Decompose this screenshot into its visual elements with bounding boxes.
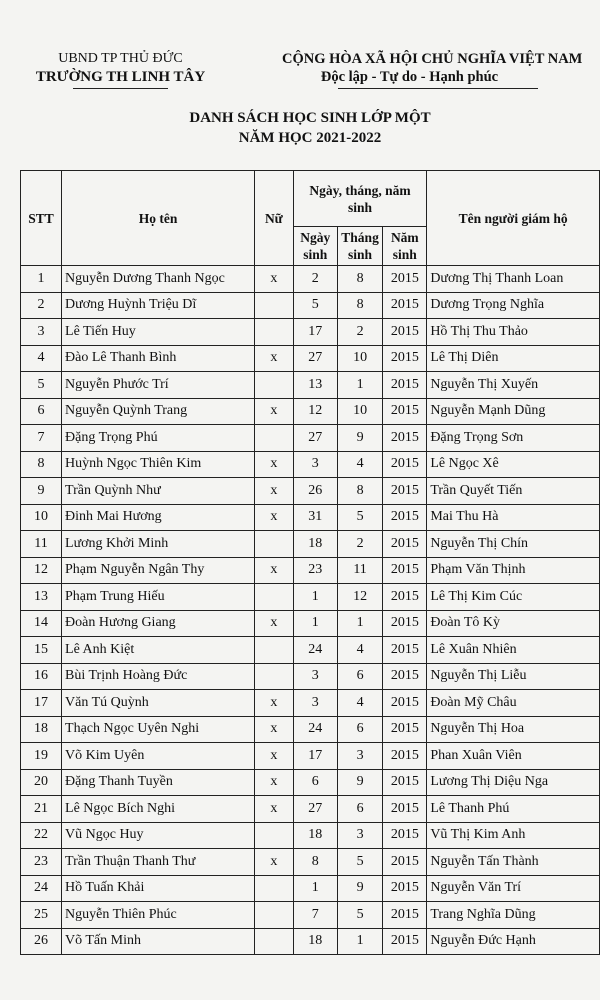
birth-day: 27	[293, 425, 337, 452]
guardian-name: Nguyễn Thị Liễu	[427, 663, 600, 690]
student-name: Văn Tú Quỳnh	[62, 690, 255, 717]
female-mark: x	[255, 398, 294, 425]
student-name: Thạch Ngọc Uyên Nghi	[62, 716, 255, 743]
national-header	[282, 50, 600, 89]
student-name: Nguyễn Phước Trí	[62, 372, 255, 399]
birth-year: 2015	[383, 345, 427, 372]
header-female: Nữ	[255, 171, 294, 266]
birth-year: 2015	[383, 849, 427, 876]
birth-day: 8	[293, 849, 337, 876]
school-name: TRƯỜNG TH LINH TÂY	[35, 69, 206, 85]
student-name: Đặng Thanh Tuyền	[62, 769, 255, 796]
issuer-block	[18, 50, 223, 89]
issuer-underline	[73, 88, 168, 89]
table-row	[21, 637, 600, 664]
birth-day: 1	[293, 875, 337, 902]
table-row	[21, 796, 600, 823]
birth-day: 18	[293, 822, 337, 849]
student-name: Phạm Nguyễn Ngân Thy	[62, 557, 255, 584]
row-number: 8	[21, 451, 62, 478]
row-number: 10	[21, 504, 62, 531]
row-number: 16	[21, 663, 62, 690]
birth-year: 2015	[383, 478, 427, 505]
female-mark: x	[255, 345, 294, 372]
guardian-name: Trần Quyết Tiến	[427, 478, 600, 505]
female-mark	[255, 292, 294, 319]
birth-year: 2015	[383, 319, 427, 346]
row-number: 21	[21, 796, 62, 823]
student-list-table	[20, 170, 600, 955]
student-name: Lê Ngọc Bích Nghi	[62, 796, 255, 823]
student-name: Lương Khởi Minh	[62, 531, 255, 558]
birth-year: 2015	[383, 902, 427, 929]
guardian-name: Vũ Thị Kim Anh	[427, 822, 600, 849]
birth-month: 1	[337, 372, 383, 399]
birth-day: 18	[293, 531, 337, 558]
birth-year: 2015	[383, 610, 427, 637]
birth-month: 1	[337, 610, 383, 637]
guardian-name: Lê Thị Kim Cúc	[427, 584, 600, 611]
row-number: 3	[21, 319, 62, 346]
table-row	[21, 531, 600, 558]
student-name: Đoàn Hương Giang	[62, 610, 255, 637]
birth-year: 2015	[383, 398, 427, 425]
birth-month: 4	[337, 637, 383, 664]
female-mark: x	[255, 478, 294, 505]
student-name: Huỳnh Ngọc Thiên Kim	[62, 451, 255, 478]
table-row	[21, 610, 600, 637]
birth-day: 3	[293, 663, 337, 690]
table-row	[21, 822, 600, 849]
header-name: Họ tên	[62, 171, 255, 266]
table-row	[21, 372, 600, 399]
birth-day: 27	[293, 345, 337, 372]
table-row	[21, 769, 600, 796]
header-stt: STT	[21, 171, 62, 266]
birth-year: 2015	[383, 822, 427, 849]
row-number: 6	[21, 398, 62, 425]
female-mark	[255, 663, 294, 690]
country-name: CỘNG HÒA XÃ HỘI CHỦ NGHĨA VIỆT NAM	[282, 51, 583, 67]
female-mark: x	[255, 557, 294, 584]
table-row	[21, 425, 600, 452]
birth-month: 5	[337, 849, 383, 876]
birth-month: 6	[337, 796, 383, 823]
guardian-name: Đoàn Mỹ Châu	[427, 690, 600, 717]
birth-month: 12	[337, 584, 383, 611]
row-number: 17	[21, 690, 62, 717]
guardian-name: Đặng Trọng Sơn	[427, 425, 600, 452]
row-number: 14	[21, 610, 62, 637]
row-number: 13	[21, 584, 62, 611]
guardian-name: Đoàn Tô Kỳ	[427, 610, 600, 637]
female-mark	[255, 531, 294, 558]
birth-day: 2	[293, 266, 337, 293]
student-name: Nguyễn Quỳnh Trang	[62, 398, 255, 425]
birth-month: 8	[337, 266, 383, 293]
birth-year: 2015	[383, 584, 427, 611]
table-row	[21, 584, 600, 611]
female-mark: x	[255, 743, 294, 770]
table-row	[21, 928, 600, 955]
birth-day: 7	[293, 902, 337, 929]
female-mark: x	[255, 610, 294, 637]
guardian-name: Nguyễn Văn Trí	[427, 875, 600, 902]
birth-month: 10	[337, 398, 383, 425]
student-name: Phạm Trung Hiếu	[62, 584, 255, 611]
guardian-name: Lê Thanh Phú	[427, 796, 600, 823]
birth-month: 9	[337, 425, 383, 452]
guardian-name: Lê Xuân Nhiên	[427, 637, 600, 664]
student-name: Đặng Trọng Phú	[62, 425, 255, 452]
birth-year: 2015	[383, 557, 427, 584]
row-number: 2	[21, 292, 62, 319]
birth-month: 11	[337, 557, 383, 584]
table-row	[21, 478, 600, 505]
female-mark: x	[255, 504, 294, 531]
birth-month: 2	[337, 319, 383, 346]
birth-day: 3	[293, 690, 337, 717]
birth-month: 1	[337, 928, 383, 955]
row-number: 19	[21, 743, 62, 770]
table-header	[21, 171, 600, 266]
table-row	[21, 319, 600, 346]
table-row	[21, 504, 600, 531]
student-name: Lê Anh Kiệt	[62, 637, 255, 664]
female-mark: x	[255, 266, 294, 293]
birth-day: 6	[293, 769, 337, 796]
table-row	[21, 663, 600, 690]
female-mark: x	[255, 796, 294, 823]
female-mark	[255, 319, 294, 346]
guardian-name: Phạm Văn Thịnh	[427, 557, 600, 584]
student-name: Võ Kim Uyên	[62, 743, 255, 770]
row-number: 18	[21, 716, 62, 743]
header-guardian: Tên người giám hộ	[427, 171, 600, 266]
birth-day: 31	[293, 504, 337, 531]
birth-day: 23	[293, 557, 337, 584]
guardian-name: Mai Thu Hà	[427, 504, 600, 531]
guardian-name: Nguyễn Mạnh Dũng	[427, 398, 600, 425]
birth-month: 4	[337, 690, 383, 717]
row-number: 26	[21, 928, 62, 955]
header-day: Ngày sinh	[293, 227, 337, 266]
guardian-name: Lương Thị Diệu Nga	[427, 769, 600, 796]
guardian-name: Nguyễn Thị Chín	[427, 531, 600, 558]
row-number: 11	[21, 531, 62, 558]
student-name: Trần Thuận Thanh Thư	[62, 849, 255, 876]
birth-month: 5	[337, 902, 383, 929]
guardian-name: Nguyễn Thị Hoa	[427, 716, 600, 743]
birth-year: 2015	[383, 716, 427, 743]
row-number: 15	[21, 637, 62, 664]
student-name: Đào Lê Thanh Bình	[62, 345, 255, 372]
birth-month: 8	[337, 292, 383, 319]
female-mark	[255, 822, 294, 849]
birth-month: 2	[337, 531, 383, 558]
table-row	[21, 292, 600, 319]
birth-year: 2015	[383, 531, 427, 558]
national-motto: Độc lập - Tự do - Hạnh phúc	[320, 69, 499, 85]
birth-year: 2015	[383, 875, 427, 902]
birth-month: 9	[337, 875, 383, 902]
student-name: Lê Tiến Huy	[62, 319, 255, 346]
table-row	[21, 557, 600, 584]
birth-year: 2015	[383, 372, 427, 399]
table-row	[21, 451, 600, 478]
document-title: DANH SÁCH HỌC SINH LỚP MỘT	[189, 110, 431, 126]
student-name: Bùi Trịnh Hoàng Đức	[62, 663, 255, 690]
birth-day: 12	[293, 398, 337, 425]
birth-month: 3	[337, 743, 383, 770]
row-number: 23	[21, 849, 62, 876]
guardian-name: Lê Ngọc Xê	[427, 451, 600, 478]
birth-year: 2015	[383, 451, 427, 478]
birth-day: 1	[293, 610, 337, 637]
birth-year: 2015	[383, 928, 427, 955]
table-row	[21, 690, 600, 717]
birth-year: 2015	[383, 292, 427, 319]
student-name: Nguyễn Dương Thanh Ngọc	[62, 266, 255, 293]
row-number: 1	[21, 266, 62, 293]
student-name: Nguyễn Thiên Phúc	[62, 902, 255, 929]
birth-year: 2015	[383, 425, 427, 452]
table-row	[21, 902, 600, 929]
birth-day: 18	[293, 928, 337, 955]
student-name: Vũ Ngọc Huy	[62, 822, 255, 849]
birth-month: 6	[337, 663, 383, 690]
table-row	[21, 345, 600, 372]
table-row	[21, 398, 600, 425]
student-name: Võ Tấn Minh	[62, 928, 255, 955]
birth-month: 5	[337, 504, 383, 531]
birth-day: 17	[293, 743, 337, 770]
birth-month: 9	[337, 769, 383, 796]
birth-year: 2015	[383, 690, 427, 717]
table-body	[21, 266, 600, 955]
student-name: Đinh Mai Hương	[62, 504, 255, 531]
birth-day: 17	[293, 319, 337, 346]
birth-year: 2015	[383, 796, 427, 823]
birth-day: 3	[293, 451, 337, 478]
row-number: 25	[21, 902, 62, 929]
birth-year: 2015	[383, 769, 427, 796]
birth-month: 4	[337, 451, 383, 478]
birth-day: 5	[293, 292, 337, 319]
birth-day: 27	[293, 796, 337, 823]
birth-day: 24	[293, 637, 337, 664]
female-mark: x	[255, 716, 294, 743]
row-number: 24	[21, 875, 62, 902]
row-number: 20	[21, 769, 62, 796]
birth-day: 1	[293, 584, 337, 611]
birth-year: 2015	[383, 266, 427, 293]
female-mark	[255, 875, 294, 902]
guardian-name: Lê Thị Diên	[427, 345, 600, 372]
motto-underline	[338, 88, 538, 89]
row-number: 7	[21, 425, 62, 452]
birth-year: 2015	[383, 663, 427, 690]
guardian-name: Trang Nghĩa Dũng	[427, 902, 600, 929]
female-mark: x	[255, 769, 294, 796]
birth-year: 2015	[383, 637, 427, 664]
header-month: Tháng sinh	[337, 227, 383, 266]
guardian-name: Dương Thị Thanh Loan	[427, 266, 600, 293]
birth-month: 3	[337, 822, 383, 849]
student-name: Trần Quỳnh Như	[62, 478, 255, 505]
guardian-name: Nguyễn Tấn Thành	[427, 849, 600, 876]
school-year: NĂM HỌC 2021-2022	[238, 130, 382, 146]
header-dob-group: Ngày, tháng, năm sinh	[293, 171, 427, 227]
birth-month: 8	[337, 478, 383, 505]
student-name: Hồ Tuấn Khải	[62, 875, 255, 902]
table-row	[21, 875, 600, 902]
guardian-name: Nguyễn Đức Hạnh	[427, 928, 600, 955]
guardian-name: Dương Trọng Nghĩa	[427, 292, 600, 319]
row-number: 9	[21, 478, 62, 505]
female-mark: x	[255, 849, 294, 876]
guardian-name: Nguyễn Thị Xuyến	[427, 372, 600, 399]
birth-day: 26	[293, 478, 337, 505]
table-row	[21, 716, 600, 743]
row-number: 12	[21, 557, 62, 584]
birth-day: 13	[293, 372, 337, 399]
birth-month: 6	[337, 716, 383, 743]
female-mark	[255, 902, 294, 929]
female-mark: x	[255, 451, 294, 478]
birth-year: 2015	[383, 504, 427, 531]
birth-year: 2015	[383, 743, 427, 770]
female-mark	[255, 425, 294, 452]
table-row	[21, 849, 600, 876]
row-number: 5	[21, 372, 62, 399]
header-year: Năm sinh	[383, 227, 427, 266]
birth-month: 10	[337, 345, 383, 372]
table-row	[21, 266, 600, 293]
birth-day: 24	[293, 716, 337, 743]
female-mark: x	[255, 690, 294, 717]
female-mark	[255, 584, 294, 611]
female-mark	[255, 928, 294, 955]
student-name: Dương Huỳnh Triệu Dĩ	[62, 292, 255, 319]
female-mark	[255, 372, 294, 399]
row-number: 22	[21, 822, 62, 849]
district-name: UBND TP THỦ ĐỨC	[58, 51, 183, 66]
table-row	[21, 743, 600, 770]
guardian-name: Hồ Thị Thu Thảo	[427, 319, 600, 346]
row-number: 4	[21, 345, 62, 372]
female-mark	[255, 637, 294, 664]
guardian-name: Phan Xuân Viên	[427, 743, 600, 770]
